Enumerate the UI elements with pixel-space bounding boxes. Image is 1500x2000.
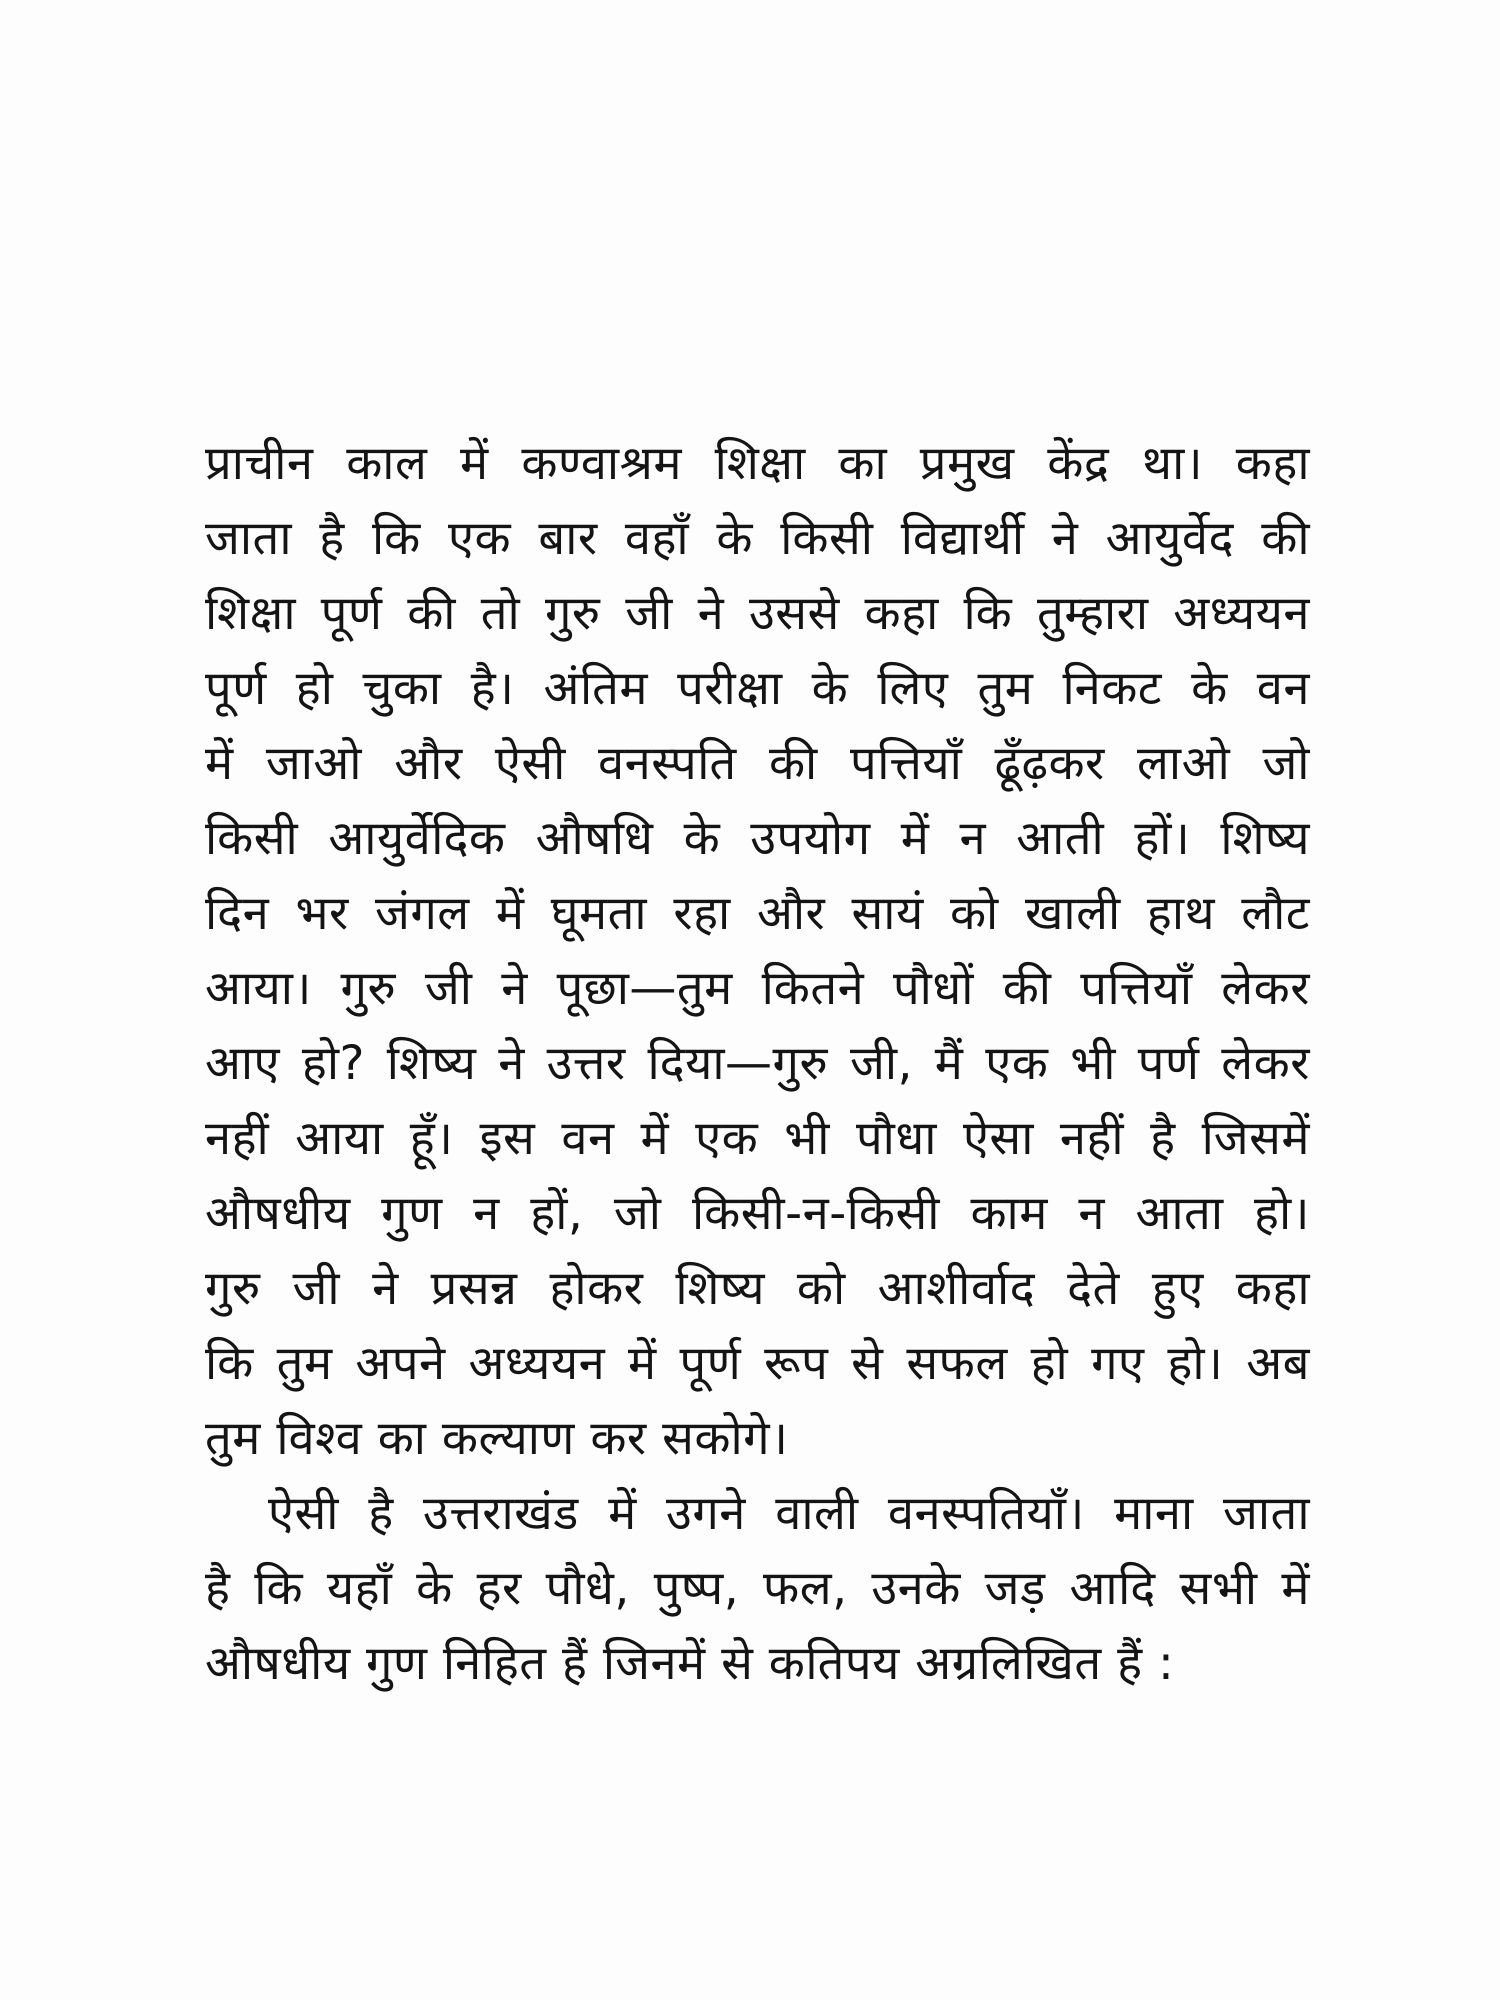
text-line: किसी आयुर्वेदिक औषधि के उपयोग में न आती हों। शिष्य [205, 811, 1310, 866]
text-line: तुम विश्व का कल्याण कर सकोगे। [205, 1411, 789, 1466]
text-line: आए हो? शिष्य ने उत्तर दिया—गुरु जी, मैं एक भी पर्ण लेकर [205, 1036, 1310, 1091]
text-line: औषधीय गुण निहित हैं जिनमें से कतिपय अग्रलिखित हैं : [205, 1636, 1175, 1691]
text-line: प्राचीन काल में कण्वाश्रम शिक्षा का प्रमुख केंद्र था। कहा [205, 436, 1310, 491]
text-line: कि तुम अपने अध्ययन में पूर्ण रूप से सफल हो गए हो। अब [205, 1336, 1310, 1391]
text-line: गुरु जी ने प्रसन्न होकर शिष्य को आशीर्वाद देते हुए कहा [205, 1261, 1310, 1316]
text-line: जाता है कि एक बार वहाँ के किसी विद्यार्थी ने आयुर्वेद की [205, 511, 1310, 566]
paragraph-kanvashram-story [205, 435, 1310, 1467]
text-line: आया। गुरु जी ने पूछा—तुम कितने पौधों की पत्तियाँ लेकर [205, 961, 1310, 1016]
text-line: पूर्ण हो चुका है। अंतिम परीक्षा के लिए तुम निकट के वन [205, 661, 1310, 716]
text-line: ऐसी है उत्तराखंड में उगने वाली वनस्पतियाँ। माना जाता [268, 1486, 1310, 1541]
body-text [205, 435, 1310, 1710]
text-line: शिक्षा पूर्ण की तो गुरु जी ने उससे कहा कि तुम्हारा अध्ययन [205, 586, 1310, 641]
text-line: में जाओ और ऐसी वनस्पति की पत्तियाँ ढूँढ़कर लाओ जो [205, 736, 1310, 791]
paragraph-uttarakhand-flora [205, 1485, 1310, 1692]
text-line: नहीं आया हूँ। इस वन में एक भी पौधा ऐसा नहीं है जिसमें [205, 1111, 1310, 1166]
text-line: औषधीय गुण न हों, जो किसी-न-किसी काम न आता हो। [205, 1186, 1310, 1241]
text-line: दिन भर जंगल में घूमता रहा और सायं को खाली हाथ लौट [205, 886, 1310, 941]
text-line: है कि यहाँ के हर पौधे, पुष्प, फल, उनके जड़ आदि सभी में [205, 1561, 1310, 1616]
